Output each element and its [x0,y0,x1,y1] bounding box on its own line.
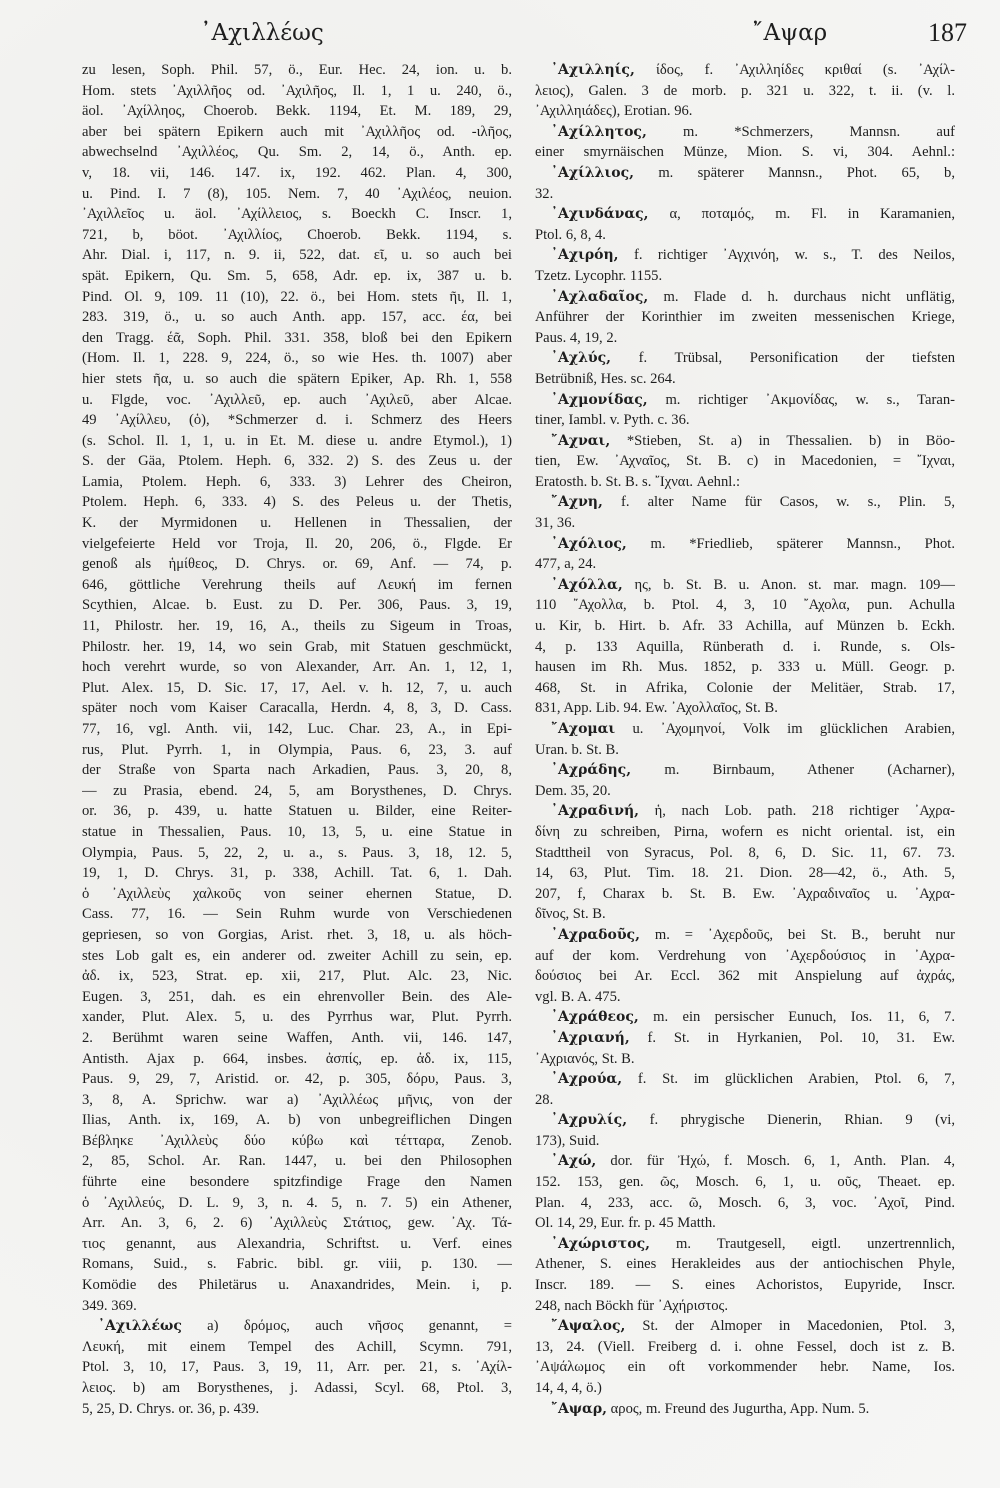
line-text: 19, 1, D. Chrys. 31, p. 338, Achill. Tat. 6, 1. Dah. [82,865,512,882]
line-text: 14, 63, Plut. Tim. 18. 21. Dion. 28—42, ö., Ath. 5, [535,865,955,882]
line-text: vgl. B. A. 475. [535,988,621,1005]
line-text: ᾿Αχιλληιάδες), Erotian. 96. [535,103,693,120]
entry-headword: ᾿Αχίλλιος, [551,164,634,181]
entry-start-line [535,925,955,946]
line-text: f. alter Name für Casos, w. s., Plin. 5, [602,494,955,511]
text-line [535,410,955,431]
text-line [535,822,955,843]
line-text: ίδος, f. ᾿Αχιλληίδες κριθαί (s. ᾿Αχίλ- [634,62,955,78]
line-text: den Tragg. έᾶ, Soph. Phil. 331. 358, bloß bei den Epikern [82,329,512,346]
line-text: m. späterer Mannsn., Phot. 65, b, [634,164,955,181]
entry-headword: ᾿Αχιλληίς, [551,62,635,78]
text-line [82,719,512,740]
text-line [535,184,955,205]
text-line [82,740,512,761]
line-text: auf der kom. Verdrehung von ᾿Αχερδούσιος in ᾿Αχρα- [535,947,955,964]
line-text: tiner, Iambl. v. Pyth. c. 36. [535,412,690,429]
line-text: 646, göttliche Verehrung theils auf Λευκή im fernen [82,576,512,593]
line-text: 477, a, 24. [535,556,597,573]
text-line [535,142,955,163]
line-text: Eratosth. b. St. B. s. ῎Ιχναι. Aehnl.: [535,473,741,490]
text-line [535,1275,955,1296]
line-text: Cass. 77, 16. — Sein Ruhm wurde von Verschiedenen [82,906,512,923]
text-line [82,987,512,1008]
text-line [82,1069,512,1090]
text-line [535,698,955,719]
line-text: Arr. An. 3, 6, 2. 6) ᾿Αχιλλεὺς Στάτιος, gew. ᾿Αχ. Τά- [82,1215,512,1232]
line-text: ᾿Αψάλωμος ein oft vorkommender hebr. Name, Ios. [535,1359,955,1376]
entry-headword: ᾿Αχώριστος, [551,1235,650,1252]
line-text: Eugen. 3, 251, dah. es ein ehrenvoller Bein. des Ale- [82,988,512,1005]
line-text: or. 36, p. 439, u. hatte Statuen u. Bilder, eine Reiter- [82,803,512,820]
text-line [82,1296,512,1317]
line-text: 2, 85, Schol. Ar. Ran. 1447, u. bei den Philosophen [82,1153,512,1170]
line-text: Λευκή, mit einem Tempel des Achill, Scymn. 791, [82,1338,512,1355]
line-text: dor. für Ἠχώ, f. Mosch. 6, 1, Anth. Plan. 4, [596,1153,955,1170]
line-text: ἀδ. ix, 523, Strat. ep. xii, 217, Plut. Alc. 23, Nic. [82,968,512,985]
text-line [82,1254,512,1275]
line-text: Paus. 9, 29, 7, Aristid. or. 42, p. 305, δόρυ, Paus. 3, [82,1071,512,1088]
line-text: τιος genannt, aus Alexandria, Schriftst. u. Verf. eines [82,1235,512,1252]
text-line [535,1254,955,1275]
text-line [82,410,512,431]
line-text: 28. [535,1091,554,1108]
entry-headword: ῎Αχναι, [551,432,611,449]
line-text: 14, 4, 4, ö.) [535,1380,602,1396]
text-line [535,1337,955,1358]
text-line [535,1172,955,1193]
text-line [82,1337,512,1358]
text-line [535,884,955,905]
text-line [82,1275,512,1296]
text-line [535,1049,955,1070]
line-text: m. = ᾿Αχερδοῦς, bei St. B., beruht nur [639,926,955,943]
line-text: m. richtiger ᾿Ακμονίδας, w. s., Taran- [647,391,955,408]
entry-headword: ᾿Αχλύς, [551,350,611,367]
line-text: Tzetz. Lycophr. 1155. [535,267,663,284]
text-line [82,946,512,967]
text-line [82,616,512,637]
line-text: aber bei spätern Epikern auch mit ᾿Αχιλλῆος od. -ιλῆος, [82,123,512,140]
text-line [82,287,512,308]
line-text: m. *Friedlieb, späterer Mannsn., Phot. [626,535,955,552]
line-text: ης, b. St. B. u. Anon. st. mar. magn. 109— [622,576,955,593]
line-text: zu lesen, Soph. Phil. 57, ö., Eur. Hec. 24, ion. u. b. [82,62,512,78]
line-text: f. phrygische Dienerin, Rhian. 9 (vi, [627,1112,955,1129]
line-text: δῖνος, St. B. [535,906,606,923]
entry-headword: ᾿Αχράθεος, [551,1009,639,1026]
line-text: xander, Plut. Alex. 5, u. des Pyrrhus war, Plut. Pyrrh. [82,1009,512,1026]
text-line [82,328,512,349]
line-text: Pind. Ol. 9, 109. 11 (10), 22. ö., bei Hom. stets ῆι, Il. 1, [82,288,512,305]
text-line [535,266,955,287]
line-text: δούσιος bei Ar. Eccl. 362 mit Anspielung auf ἀχράς, [535,968,955,985]
entry-start-line [82,1316,512,1337]
entry-start-line [535,1234,955,1255]
line-text: 721, b, böot. ᾿Αχιλλίος, Choerob. Bekk. 1194, s. [82,226,512,243]
text-line [535,554,955,575]
line-text: Anführer der Korinthier im zweiten messenischen Kriege, [535,309,955,326]
line-text: ὁ ᾿Αχιλλεύς, D. L. 9, 3, n. 4. 5, n. 7. 5) ein Athener, [82,1194,512,1211]
line-text: — zu Prasia, ebend. 24, 5, am Borysthenes, D. Chrys. [82,782,512,799]
text-line [82,122,512,143]
line-text: 77, 16, vgl. Anth. vii, 142, Luc. Char. 23, A., in Epi- [82,721,512,737]
text-line [535,946,955,967]
line-text: St. der Almoper in Macedonien, Ptol. 3, [625,1318,955,1335]
line-text: einer smyrnäischen Münze, Mion. S. vi, 304. Aehnl.: [535,144,955,161]
text-line [82,163,512,184]
line-text: Ptol. 6, 8, 4. [535,226,606,243]
text-line [82,1028,512,1049]
text-line [82,1151,512,1172]
entry-headword: ᾿Αχίλλητος, [551,123,647,140]
text-line [535,843,955,864]
text-line [82,595,512,616]
line-text: f. Trübsal, Personification der tiefsten [611,350,955,367]
entry-start-line [535,1316,955,1337]
entry-start-line [535,492,955,513]
line-text: Ilias, Anth. ix, 169, A. b) von unbegreiflichen Dingen [82,1112,512,1129]
text-line [535,328,955,349]
text-line [82,101,512,122]
line-text: äol. ᾿Αχίλληος, Choerob. Bekk. 1194, Et. M. 189, 29, [82,103,512,120]
text-line [82,184,512,205]
line-text: Βέβληκε ᾿Αχιλλεὺς δύο κύβω καὶ τέτταρα, Zenob. [82,1132,512,1149]
left-text-column [82,60,512,1419]
line-text: später noch vom Kaiser Caracalla, Herdn. 4, 8, 3, D. Cass. [82,700,512,717]
line-text: abwechselnd ᾿Αχιλλέος, Qu. Sm. 2, 14, ö., Anth. ep. [82,144,512,161]
line-text: Philostr. her. 19, 14, wo sein Grab, mit Statuen geschmückt, [82,638,512,655]
entry-headword: ᾿Αχόλλα, [551,576,623,593]
entry-start-line [535,575,955,596]
entry-headword: ῎Αψαλος, [551,1318,626,1335]
text-line [82,1234,512,1255]
line-text: Paus. 4, 19, 2. [535,329,618,346]
entry-start-line [535,719,955,740]
text-line [535,513,955,534]
text-line [535,1357,955,1378]
text-line [535,1193,955,1214]
text-line [82,698,512,719]
line-text: ὁ ᾿Αχιλλεὺς χαλκοῦς von seiner ehernen Statue, D. [82,885,512,902]
entry-headword: ᾿Αχραδινή, [551,803,640,820]
entry-headword: ᾿Αχώ, [551,1153,597,1170]
line-text: 173), Suid. [535,1132,600,1149]
entry-headword: ᾿Αχριανή, [551,1029,630,1046]
entry-start-line [535,1069,955,1090]
line-text: (Hom. Il. 1, 228. 9, 224, ö., so wie Hes. th. 1007) aber [82,350,512,367]
line-text: statue in Thessalien, Paus. 10, 13, 5, u. eine Statue in [82,823,512,840]
line-text: f. St. in Hyrkanien, Pol. 10, 31. Ew. [629,1029,955,1046]
line-text: genoß als ἡμίθεος, D. Chrys. or. 69, Anf. — 74, p. [82,556,512,573]
line-text: Hom. stets ᾿Αχιλλῆος od. ᾿Αχιλῆος, Il. 1, 1 u. 240, ö., [82,82,512,99]
line-text: 248, nach Böckh für ᾿Αχήριστος. [535,1297,728,1314]
text-line [82,863,512,884]
text-line [82,245,512,266]
line-text: Stadttheil von Syracus, Pol. 8, 6, D. Sic. 11, 67. 73. [535,844,955,861]
left-guideword: ᾿Αχιλλέως [200,20,324,46]
entry-headword: ᾿Αχιλλέως [98,1318,182,1335]
text-line [82,390,512,411]
line-text: vielgefeierte Held vor Troja, Il. 20, 206, ö., Flgde. Er [82,535,512,552]
page-number: 187 [928,18,967,47]
text-line [82,1110,512,1131]
line-text: λειος), Galen. 3 de morb. p. 321 u. 322, t. ii. (v. l. [535,82,955,99]
line-text: Uran. b. St. B. [535,741,619,758]
text-line [82,348,512,369]
entry-start-line [535,348,955,369]
line-text: gepriesen, so von Gorgias, Arist. rhet. 3, 18, u. als höch- [82,926,512,943]
line-text: 13, 24. (Viell. Freiberg d. i. ohne Fessel, doch ist z. B. [535,1338,955,1355]
line-text: Antisth. Ajax p. 664, insbes. ἀσπίς, ep. ἀδ. ix, 115, [82,1050,512,1067]
line-text: 2. Berühmt waren seine Waffen, Anth. vii, 146. 147, [82,1029,512,1046]
text-line [82,1193,512,1214]
text-line [535,657,955,678]
line-text: rus, Plut. Pyrrh. 1, in Olympia, Paus. 6, 23, 3. auf [82,741,512,758]
line-text: 468, St. in Afrika, Colonie der Melitäer, Strab. 17, [535,679,955,696]
line-text: 31, 36. [535,515,576,532]
text-line [82,1007,512,1028]
entry-start-line [535,1007,955,1028]
line-text: (s. Schol. Il. 1, 1, u. in Et. M. diese u. andre Etymol.), 1) [82,432,512,449]
text-line [82,492,512,513]
text-line [82,451,512,472]
text-line [82,1172,512,1193]
line-text: u. Kir, b. Hirt. b. Afr. 33 Achilla, auf Münzen b. Eckh. [535,618,955,635]
entry-headword: ῎Αψαρ, [551,1400,607,1417]
entry-headword: ᾿Αχόλιος, [551,535,627,552]
text-line [82,204,512,225]
text-line [82,1357,512,1378]
entry-start-line [535,60,955,81]
text-line [82,637,512,658]
line-text: δίνη zu schreiben, Pirna, wofern es nicht oriental. ist, ein [535,823,955,840]
line-text: K. der Myrmidonen u. Hellenen in Thessalien, der [82,515,512,532]
text-line [535,1378,955,1399]
text-line [82,575,512,596]
text-line [82,925,512,946]
line-text: Komödie des Philetärus u. Anaxandrides, Mein. i, p. [82,1277,512,1294]
text-line [82,822,512,843]
line-text: 349. 369. [82,1297,137,1314]
text-line [535,966,955,987]
line-text: *Stieben, St. a) in Thessalien. b) in Böo- [610,432,955,449]
line-text: Romans, Suid., s. Fabric. bibl. gr. viii, p. 130. — [82,1256,512,1273]
right-guideword: ῎Αψαρ [752,20,828,46]
text-line [535,1131,955,1152]
text-line [82,1090,512,1111]
line-text: der Straße von Sparta nach Arkadien, Paus. 3, 20, 8, [82,762,512,779]
line-text: Betrübniß, Hes. sc. 264. [535,370,676,387]
line-text: ἡ, nach Lob. path. 218 richtiger ᾿Αχρα- [639,803,955,820]
text-line [82,513,512,534]
text-line [535,307,955,328]
line-text: tien, Ew. ᾿Αχναῖος, St. B. c) in Macedonien, = ῎Ιχναι, [535,453,955,470]
text-line [535,225,955,246]
line-text: m. Birnbaum, Athener (Acharner), [631,762,955,779]
text-line [535,740,955,761]
line-text: m. Trautgesell, eigtl. unzertrennlich, [649,1235,955,1252]
text-line [535,987,955,1008]
text-line [535,616,955,637]
line-text: m. Flade d. h. durchaus nicht unflätig, [648,288,955,305]
entry-headword: ᾿Αχλαδαῖος, [551,288,649,305]
line-text: spät. Epikern, Qu. Sm. 5, 658, Adr. ep. ix, 387 u. b. [82,267,512,284]
text-line [535,595,955,616]
entry-start-line [535,534,955,555]
line-text: Olympia, Paus. 5, 22, 2, u. a., s. Paus. 3, 18, 12. 5, [82,844,512,861]
text-line [535,781,955,802]
line-text: Lamia, Ptolem. Heph. 6, 333. 3) Lehrer des Cheiron, [82,473,512,490]
text-line [82,801,512,822]
entry-headword: ῎Αχομαι [551,721,616,737]
text-line [82,657,512,678]
text-line [535,863,955,884]
entry-start-line [535,760,955,781]
line-text: ᾿Αχριανός, St. B. [535,1050,635,1067]
text-line [535,81,955,102]
line-text: Plut. Alex. 15, D. Sic. 17, 17, Ael. v. h. 12, 7, u. auch [82,679,512,696]
line-text: 831, App. Lib. 94. Ew. ᾿Αχολλαῖος, St. B. [535,700,778,717]
line-text: u. Pind. I. 7 (8), 105. Nem. 7, 40 ᾿Αχιλέος, neuion. [82,185,512,202]
line-text: f. richtiger ᾿Αγχινόη, w. s., T. des Neilos, [618,247,955,264]
entry-headword: ᾿Αχμονίδας, [551,391,648,408]
text-line [535,904,955,925]
entry-start-line [535,1399,955,1420]
line-text: Ptol. 3, 10, 17, Paus. 3, 19, 11, Arr. per. 21, s. ᾿Αχίλ- [82,1359,512,1376]
line-text: Dem. 35, 20. [535,782,611,799]
line-text: 110 ῎Αχολλα, b. Ptol. 4, 3, 10 ῎Αχολα, pun. Achulla [535,597,955,614]
text-line [535,637,955,658]
line-text: stes Lob galt es, ein anderer od. zweiter Achill zu sein, ep. [82,947,512,964]
text-line [535,1296,955,1317]
line-text: u. ᾿Αχομηνοί, Volk im glücklichen Arabien, [615,721,955,737]
text-line [82,1213,512,1234]
entry-start-line [535,204,955,225]
text-line [82,554,512,575]
text-line [535,101,955,122]
line-text: ᾿Αχιλλεῖος u. äol. ᾿Αχίλλειος, s. Boeckh C. Inscr. 1, [82,206,512,223]
entry-start-line [535,163,955,184]
right-text-column [535,60,955,1419]
text-line [82,1378,512,1399]
text-line [535,1213,955,1234]
line-text: 283. 319, ö., u. so auch Anth. app. 157, acc. έα, bei [82,309,512,326]
line-text: 32. [535,185,554,202]
line-text: Inscr. 189. — S. eines Achoristos, Eupyride, Inscr. [535,1277,955,1294]
text-line [82,678,512,699]
line-text: 152. 153, gen. ῶς, Mosch. 6, 1, u. οῦς, Theaet. ep. [535,1174,955,1191]
entry-start-line [535,1028,955,1049]
text-line [82,60,512,81]
entry-start-line [535,287,955,308]
line-text: 207, f, Charax b. St. B. Ew. ᾿Αχραδιναῖος u. ᾿Αχρα- [535,885,955,902]
text-line [82,266,512,287]
entry-start-line [535,801,955,822]
entry-headword: ᾿Αχιρόη, [551,247,619,264]
text-line [82,225,512,246]
text-line [535,1090,955,1111]
line-text: Athener, S. eines Herakleides aus der antiochischen Phyle, [535,1256,955,1273]
line-text: 49 ᾿Αχίλλευ, (ὁ), *Schmerzer d. i. Schmerz des Heers [82,412,512,429]
text-line [535,472,955,493]
line-text: 11, Philostr. her. 19, 16, A., theils zu Sigeum in Troas, [82,618,512,635]
line-text: hausen im Rh. Mus. 1852, p. 333 u. Müll. Geogr. p. [535,659,955,676]
text-line [82,142,512,163]
line-text: hoch verehrt wurde, so von Alexander, Arr. An. 1, 12, 1, [82,659,512,676]
entry-headword: ῎Αχνη, [551,494,603,511]
text-line [82,904,512,925]
line-text: Ahr. Dial. i, 117, n. 9. ii, 522, dat. εῖ, u. so auch bei [82,247,512,264]
text-line [82,431,512,452]
line-text: a) δρόμος, auch νῆσος genannt, = [181,1318,512,1335]
entry-headword: ᾿Αχραδοῦς, [551,926,640,943]
text-line [82,534,512,555]
entry-start-line [535,122,955,143]
text-line [82,884,512,905]
text-line [82,307,512,328]
line-text: führte eine besondere spitzfindige Frage den Namen [82,1174,512,1191]
line-text: 4, p. 133 Aquilla, Rünberath d. i. Runde, s. Ols- [535,638,955,655]
line-text: u. Flgde, voc. ᾿Αχιλλεῦ, ep. auch ᾿Αχιλεῦ, aber Alcae. [82,391,512,408]
entry-start-line [535,1151,955,1172]
line-text: f. St. im glücklichen Arabien, Ptol. 6, 7, [622,1071,955,1088]
text-line [535,678,955,699]
line-text: m. *Schmerzers, Mannsn. auf [646,123,955,140]
line-text: α, ποταμός, m. Fl. in Karamanien, [648,206,955,223]
entry-start-line [535,431,955,452]
line-text: hier stets ῆα, u. so auch die spätern Epiker, Ap. Rh. 1, 558 [82,370,512,387]
text-line [535,451,955,472]
line-text: Plan. 4, 233, acc. ῶ, Mosch. 6, 3, voc. ᾿Αχοῖ, Pind. [535,1194,955,1211]
line-text: m. ein persischer Eunuch, Ios. 11, 6, 7. [638,1009,955,1026]
entry-start-line [535,245,955,266]
entry-headword: ᾿Αχρυλίς, [551,1112,628,1129]
text-line [82,369,512,390]
text-line [535,369,955,390]
line-text: v, 18. vii, 146. 147. ix, 192. 462. Plan. 4, 300, [82,164,512,181]
line-text: 3, 8, A. Sprichw. war a) ᾿Αχιλλέως μῆνις, von der [82,1091,512,1108]
text-line [82,781,512,802]
text-line [82,760,512,781]
text-line [82,843,512,864]
entry-headword: ᾿Αχινδάνας, [551,206,649,223]
line-text: S. der Gäa, Ptolem. Heph. 6, 332. 2) S. des Zeus u. der [82,453,512,470]
entry-start-line [535,1110,955,1131]
line-text: Ptolem. Heph. 6, 333. 4) S. des Peleus u. der Thetis, [82,494,512,511]
running-header [0,0,1000,56]
line-text: Ol. 14, 29, Eur. fr. p. 45 Matth. [535,1215,716,1232]
line-text: Scythien, Alcae. b. Eust. zu D. Per. 306, Paus. 3, 19, [82,597,512,614]
text-line [82,1399,512,1420]
entry-headword: ᾿Αχρούα, [551,1071,623,1088]
line-text: λειος. b) am Borysthenes, j. Adassi, Scyl. 68, Ptol. 3, [82,1380,512,1396]
text-line [82,1131,512,1152]
entry-headword: ᾿Αχράδης, [551,762,632,779]
entry-start-line [535,390,955,411]
text-line [82,472,512,493]
line-text: 5, 25, D. Chrys. or. 36, p. 439. [82,1400,260,1417]
text-line [82,81,512,102]
text-line [82,1049,512,1070]
line-text: αρος, m. Freund des Jugurtha, App. Num. 5. [607,1400,870,1417]
text-line [82,966,512,987]
